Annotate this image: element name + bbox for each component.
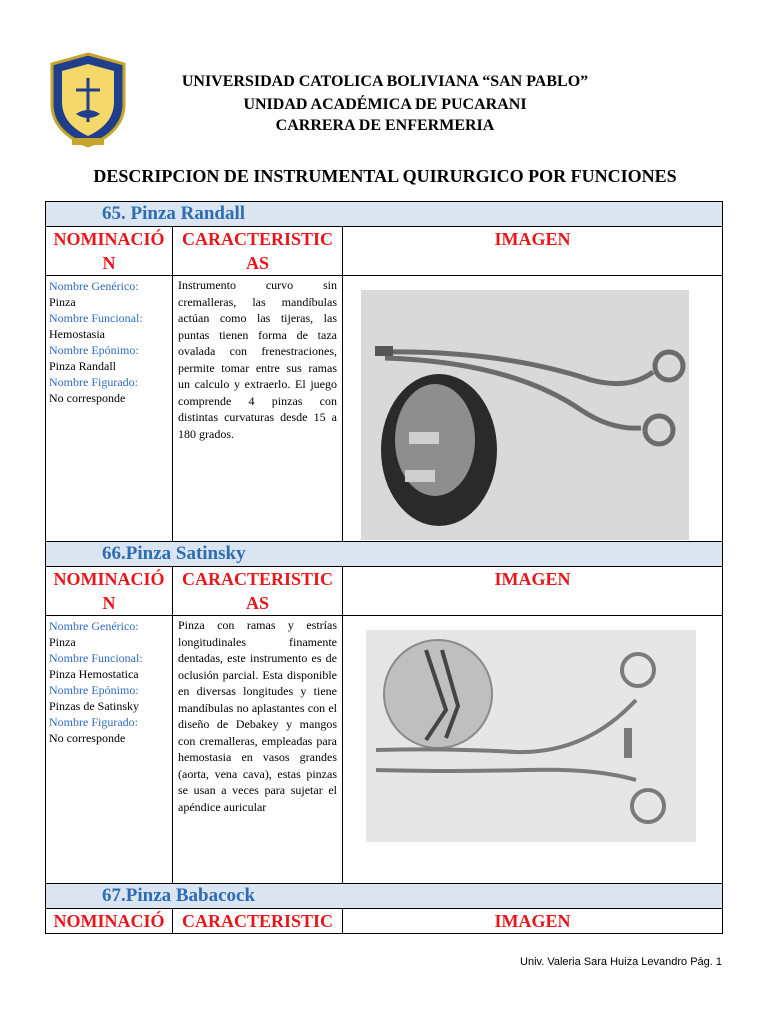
figurative-name-value: No corresponde: [49, 391, 126, 405]
nominacion-header: NOMINACIÓ N: [46, 567, 173, 616]
nominacion-cell: [46, 616, 173, 884]
instrument-title: 65. Pinza Randall: [46, 202, 723, 227]
satinsky-clamp-photo: [366, 630, 696, 842]
figurative-name-label: Nombre Figurado:: [49, 375, 138, 389]
functional-name-value: Hemostasia: [49, 327, 105, 341]
figurative-name-label: Nombre Figurado:: [49, 715, 138, 729]
image-cell: [343, 616, 723, 884]
imagen-header: IMAGEN: [343, 909, 723, 934]
generic-name-label: Nombre Genérico:: [49, 279, 139, 293]
generic-name-label: Nombre Genérico:: [49, 619, 139, 633]
generic-name-value: Pinza: [49, 295, 76, 309]
imagen-header: IMAGEN: [343, 227, 723, 276]
nominacion-header: NOMINACIÓ N: [46, 227, 173, 276]
generic-name-value: Pinza: [49, 635, 76, 649]
figurative-name-value: No corresponde: [49, 731, 126, 745]
eponym-name-label: Nombre Epónimo:: [49, 343, 139, 357]
randall-forceps-photo: [361, 290, 689, 540]
functional-name-label: Nombre Funcional:: [49, 651, 143, 665]
instrument-title: 67.Pinza Babacock: [46, 884, 723, 909]
page-footer: Univ. Valeria Sara Huiza Levandro Pág. 1: [520, 956, 722, 968]
eponym-name-value: Pinza Randall: [49, 359, 116, 373]
image-cell: [343, 276, 723, 542]
instrument-table: [45, 201, 723, 934]
career-name: CARRERA DE ENFERMERIA: [275, 117, 495, 134]
caracteristicas-header: CARACTERISTIC: [173, 909, 343, 934]
caracteristicas-header: CARACTERISTIC AS: [173, 227, 343, 276]
caracteristicas-header: CARACTERISTIC AS: [173, 567, 343, 616]
eponym-name-value: Pinzas de Satinsky: [49, 699, 139, 713]
nominacion-header: NOMINACIÓ: [46, 909, 173, 934]
characteristics-text: Pinza con ramas y estrías longitudinales finamente dentadas, este instrumento es de oclusión parcial. Esta disponible en diversas longitudes y tiene mandíbulas no aplastantes con el diseño de Debakey y mangos con cremalleras, empleadas para hemostasia en vasos grandes (aorta, vena cava), estas pinzas se usan a veces para sujetar el apéndice auricular: [173, 616, 343, 884]
characteristics-text: Instrumento curvo sin cremalleras, las mandíbulas actúan como las tijeras, las puntas tienen forma de taza ovalada con frenestraciones, permite tomar entre sus ramas un calculo y extraerlo. El juego comprende 4 pinzas con distintas curvaturas desde 15 a 180 grados.: [173, 276, 343, 542]
university-name: UNIVERSIDAD CATOLICA BOLIVIANA “SAN PABLO”: [181, 73, 589, 90]
imagen-header: IMAGEN: [343, 567, 723, 616]
instrument-title: 66.Pinza Satinsky: [46, 542, 723, 567]
academic-unit: UNIDAD ACADÉMICA DE PUCARANI: [243, 96, 527, 113]
eponym-name-label: Nombre Epónimo:: [49, 683, 139, 697]
document-title: DESCRIPCION DE INSTRUMENTAL QUIRURGICO POR FUNCIONES: [93, 166, 677, 186]
functional-name-label: Nombre Funcional:: [49, 311, 143, 325]
functional-name-value: Pinza Hemostatica: [49, 667, 139, 681]
university-seal-logo: [48, 52, 128, 148]
nominacion-cell: [46, 276, 173, 542]
